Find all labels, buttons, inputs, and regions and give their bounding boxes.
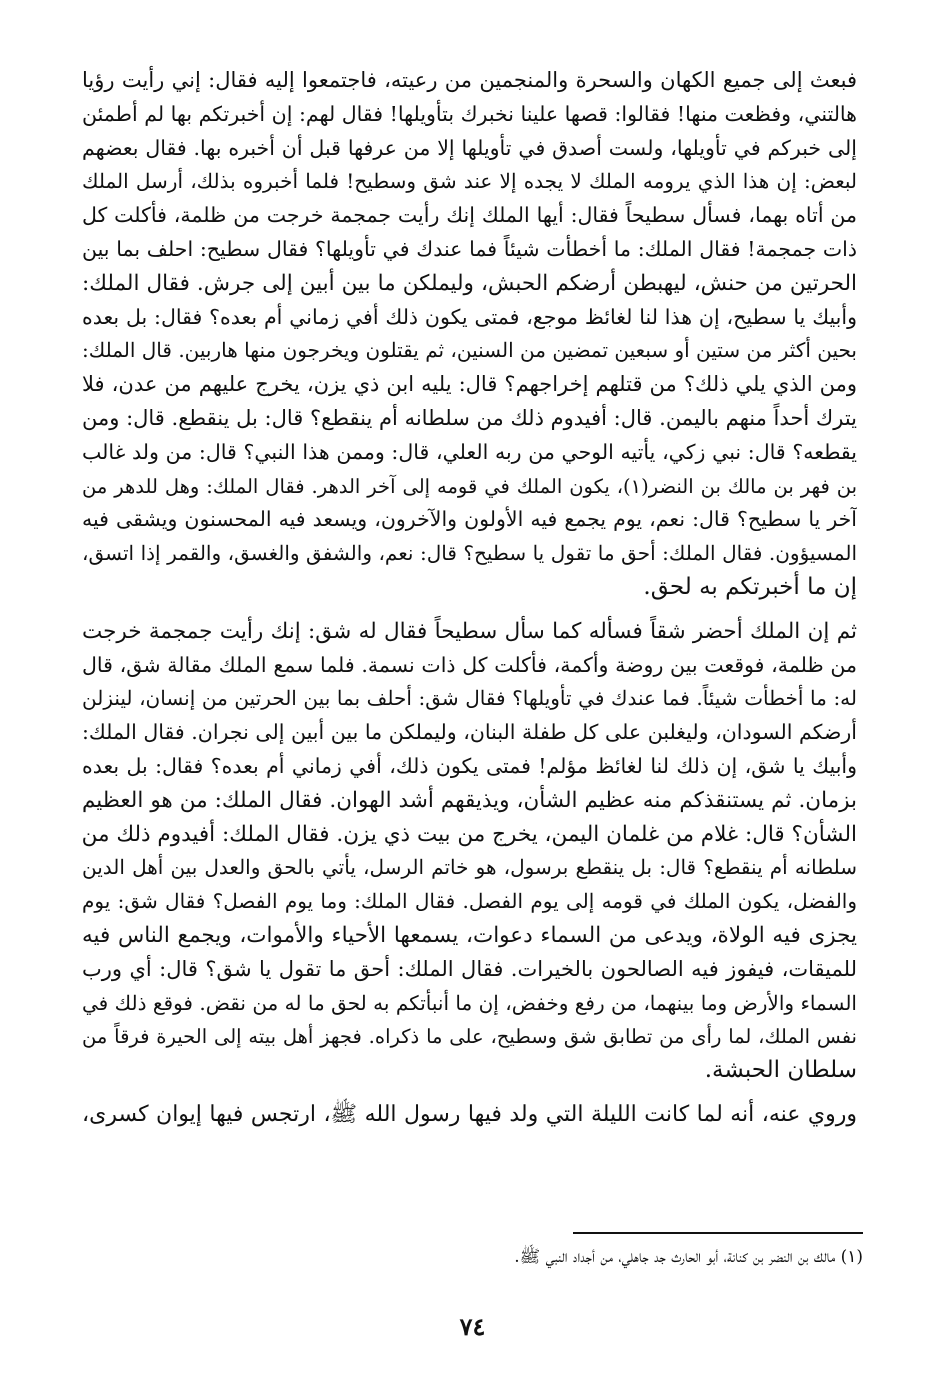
paragraph-1 xyxy=(82,64,857,605)
text-line: والفضل، يكون الملك في قومه إلى يوم الفصل. فقال الملك: وما يوم الفصل؟ فقال شق: يوم xyxy=(82,889,857,914)
text-line: من ظلمة، فوقعت بين روضة وأكمة، فأكلت كل ذات نسمة. فلما سمع الملك مقالة شق، قال xyxy=(82,652,857,677)
text-line: له: ما أخطأت شيئاً. فما عندك في تأويلها؟ فقال شق: أحلف بما بين الحرتين من إنسان، لينزلن xyxy=(82,686,857,711)
text-line: يترك أحداً منهم باليمن. قال: أفيدوم ذلك من سلطانه أم ينقطع؟ قال: بل ينقطع. قال: ومن xyxy=(82,405,857,430)
text-line: فبعث إلى جميع الكهان والسحرة والمنجمين من رعيته، فاجتمعوا إليه فقال: إني رأيت رؤيا xyxy=(82,68,857,92)
text-line: وروي عنه، أنه لما كانت الليلة التي ولد فيها رسول الله ﷺ، ارتجس فيها إيوان كسرى، xyxy=(82,1101,857,1127)
text-line: ذات جمجمة! فقال الملك: ما أخطأت شيئاً فما عندك في تأويلها؟ فقال سطيح: احلف بما بين xyxy=(82,236,857,261)
text-line: بزمان. ثم يستنقذكم منه عظيم الشأن، ويذيقهم أشد الهوان. فقال الملك: من هو العظيم xyxy=(82,787,857,813)
text-line: أرضكم السودان، وليغلبن على كل طفلة البنان، وليملكن ما بين أبين إلى نجران. فقال الملك: xyxy=(82,720,857,745)
text-line: ثم إن الملك أحضر شقاً فسأله كما سأل سطيحاً فقال له شق: إنك رأيت جمجمة خرجت xyxy=(82,618,857,644)
text-line: بحين أكثر من ستين أو سبعين تمضين من السنين، ثم يقتلون ويخرجون منها هاربين. قال الملك: xyxy=(82,338,857,363)
text-line: آخر يا سطيح؟ قال: نعم، يوم يجمع فيه الأولون والآخرون، ويسعد فيه المحسنون ويشقى فيه xyxy=(82,507,857,532)
page-number: ٧٤ xyxy=(459,1312,486,1341)
text-line: هالتني، وفظعت منها! فقالوا: قصها علينا نخبرك بتأويلها! فقال لهم: إن أخبرتكم بها لم أطمئن xyxy=(82,101,857,126)
text-line: المسيؤون. فقال الملك: أحق ما تقول يا سطيح؟ قال: نعم، والشفق والغسق، والقمر إذا اتسق، xyxy=(82,541,857,566)
text-line: ومن الذي يلي ذلك؟ من قتلهم إخراجهم؟ قال: يليه ابن ذي يزن، يخرج عليهم من عدن، فلا xyxy=(82,372,857,397)
text-line: بن فهر بن مالك بن النضر(١)، يكون الملك في قومه إلى آخر الدهر. فقال الملك: وهل للدهر من xyxy=(82,474,857,498)
text-line: سلطانه أم ينقطع؟ قال: بل ينقطع برسول، هو خاتم الرسل، يأتي بالحق والعدل بين أهل الدين xyxy=(82,855,857,880)
text-line: يجزى فيه الولاة، ويدعى من السماء دعوات، يسمعها الأحياء والأموات، ويجمع الناس فيه xyxy=(82,922,857,948)
text-line: السماء والأرض وما بينهما، من رفع وخفض، إن ما أنبأتكم به لحق ما له من نقض. فوقع ذلك في xyxy=(82,990,857,1015)
text-line: للميقات، فيفوز فيه الصالحون بالخيرات. فقال الملك: أحق ما تقول يا شق؟ قال: أي ورب xyxy=(82,956,857,981)
footnote-separator xyxy=(573,1232,863,1234)
text-line: وأبيك يا شق، إن ذلك لنا لغائظ مؤلم! فمتى يكون ذلك، أفي زماني أم بعده؟ فقال: بل بعده xyxy=(82,753,857,778)
paragraph-2 xyxy=(82,615,857,1088)
text-line: من أتاه بهما، فسأل سطيحاً فقال: أيها الملك إنك رأيت جمجمة خرجت من ظلمة، فأكلت كل xyxy=(82,203,857,228)
text-line: لبعض: إن هذا الذي يرومه الملك لا يجده إلا عند شق وسطيح! فلما أخبروه بذلك، أرسل الملك xyxy=(82,169,857,194)
text-line: سلطان الحبشة. xyxy=(704,1057,857,1084)
text-line: يقطعه؟ قال: نبي زكي، يأتيه الوحي من ربه العلي، قال: وممن هذا النبي؟ قال: من ولد غالب xyxy=(82,439,857,464)
paragraph-3 xyxy=(82,1098,857,1132)
text-line: إلى خبركم في تأويلها، ولست أصدق في تأويلها إلا من عرفها قبل أن أخبره بها. فقال بعضهم xyxy=(82,135,857,160)
text-line: نفس الملك، لما رأى من تطابق شق وسطيح، على ما ذكراه. فجهز أهل بيته إلى الحيرة فرقاً من xyxy=(82,1025,857,1049)
text-line: الحرتين من حنش، ليهبطن أرضكم الحبش، وليملكن ما بين أبين إلى جرش. فقال الملك: xyxy=(82,270,857,296)
text-line: إن ما أخبرتكم به لحق. xyxy=(643,573,857,600)
text-line: الشأن؟ قال: غلام من غلمان اليمن، يخرج من بيت ذي يزن. فقال الملك: أفيدوم ذلك من xyxy=(82,821,857,847)
text-line: وأبيك يا سطيح، إن هذا لنا لغائظ موجع، فمتى يكون ذلك أفي زماني أم بعده؟ فقال: بل بعده xyxy=(82,304,857,329)
footnote: (١) مالك بن النضر بن كنانة، أبو الحارث جد جاهلي، من أجداد النبي ﷺ. xyxy=(514,1247,863,1267)
body-text xyxy=(82,64,857,1132)
